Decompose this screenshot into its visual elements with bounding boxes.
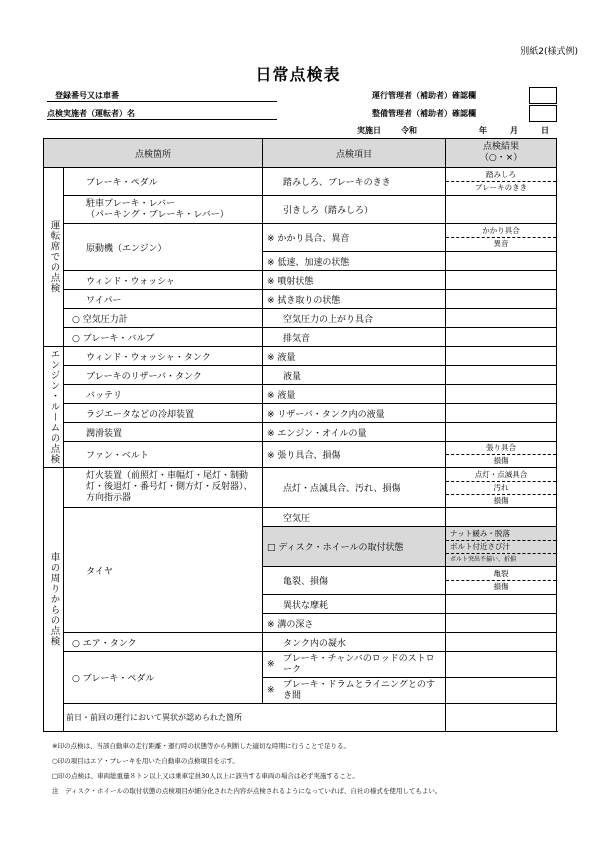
- result-sub: ナット緩み・脱落: [446, 528, 556, 541]
- result-cell[interactable]: [446, 168, 557, 196]
- result-sub: 異音: [493, 239, 509, 248]
- result-sub: ブレーキのきき: [474, 183, 528, 192]
- item-cell: 液量: [263, 366, 446, 385]
- location-cell: ワイパー: [64, 290, 263, 309]
- footnote: ○印の項目はエア・ブレーキを用いた自動車の点検項目を示す。: [52, 757, 239, 765]
- table-row: [44, 196, 557, 224]
- item-cell: 亀裂、損傷: [263, 567, 446, 595]
- table-row: [44, 385, 557, 404]
- column-location: 点検箇所: [44, 139, 263, 168]
- result-sub: 汚れ: [446, 482, 556, 495]
- maint-manager-label: 整備管理者（補助者）確認欄: [372, 109, 476, 118]
- result-cell[interactable]: [446, 595, 557, 614]
- location-cell: ○ ブレーキ・バルブ: [64, 328, 263, 347]
- result-cell[interactable]: [446, 404, 557, 423]
- ops-manager-check-box[interactable]: [529, 87, 557, 104]
- location-cell: ○ エア・タンク: [64, 633, 263, 652]
- item-cell: 空気圧力の上がり具合: [263, 309, 446, 328]
- footnote: □印の点検は、車両総重量８トン以上又は乗車定員30人以上に該当する車両の場合は必ず実施すること。: [52, 772, 359, 780]
- table-row: [44, 290, 557, 309]
- location-cell: バッテリ: [64, 385, 263, 404]
- location-cell: ブレーキのリザーバ・タンク: [64, 366, 263, 385]
- item-cell: ※ 拭き取りの状態: [263, 290, 446, 309]
- item-cell: □ ディスク・ホイールの取付状態: [263, 527, 446, 567]
- result-sub: 亀裂: [446, 568, 556, 581]
- result-cell[interactable]: [446, 385, 557, 404]
- result-cell[interactable]: [446, 252, 557, 271]
- location-cell: 潤滑装置: [64, 423, 263, 442]
- inspector-label: 点検実施者（運転者）名: [47, 108, 277, 120]
- table-row: [44, 347, 557, 366]
- footnote: 注 ディスク・ホイールの取付状態の点検項目が細分化された内容が点検されるようになっていれば、自社の様式を使用してもよい。: [52, 787, 442, 795]
- location-cell: ブレーキ・ペダル: [64, 168, 263, 196]
- item-cell: ※ 噴射状態: [263, 271, 446, 290]
- era-label: 令和: [401, 126, 417, 135]
- result-sub: かかり具合: [446, 225, 556, 238]
- section-driver: 運転席での点検: [44, 168, 64, 347]
- location-cell: ファン・ベルト: [64, 442, 263, 468]
- item-cell: ※ 溝の深さ: [263, 614, 446, 633]
- table-row: [44, 366, 557, 385]
- item-cell: 空気圧: [263, 508, 446, 527]
- location-cell: 駐車ブレーキ・レバー （パーキング・ブレーキ・レバー）: [64, 196, 263, 224]
- location-cell: タイヤ: [64, 508, 263, 633]
- footnotes: [52, 739, 441, 799]
- result-sub: ボルト付近さび汁: [446, 541, 556, 554]
- result-cell[interactable]: [446, 366, 557, 385]
- reg-number-label: 登録番号又は車番: [47, 90, 277, 102]
- result-sub: 張り具合: [446, 442, 556, 455]
- location-cell: ウィンド・ウォッシャ・タンク: [64, 347, 263, 366]
- table-row: [44, 704, 557, 732]
- location-cell: ウィンド・ウォッシャ: [64, 271, 263, 290]
- result-cell[interactable]: [446, 567, 557, 595]
- location-cell: 灯火装置（前照灯・車幅灯・尾灯・制動灯・後退灯・番号灯・側方灯・反射器）、方向指示器: [64, 468, 263, 508]
- location-cell: ○ 空気圧力計: [64, 309, 263, 328]
- location-cell: ○ ブレーキ・ペダル: [64, 652, 263, 704]
- item-cell: ※ 液量: [263, 385, 446, 404]
- table-row: [44, 224, 557, 252]
- month-label: 月: [510, 126, 518, 135]
- table-header-row: [44, 139, 557, 168]
- result-cell[interactable]: [446, 224, 557, 252]
- page-title: 日常点検表: [255, 65, 341, 84]
- table-row: [44, 468, 557, 508]
- item-cell: ※ かかり具合、異音: [263, 224, 446, 252]
- result-cell[interactable]: [446, 309, 557, 328]
- result-cell[interactable]: [446, 347, 557, 366]
- table-row: [44, 633, 557, 652]
- result-cell[interactable]: [446, 468, 557, 508]
- footnote: ※印の点検は、当該自動車の走行距離・運行時の状態等から判断した適切な時期に行うことで足りる。: [52, 742, 350, 750]
- previous-issues-label: 前日・前回の運行において異状が認められた箇所: [64, 704, 446, 732]
- maint-manager-check-box[interactable]: [529, 105, 557, 122]
- date-label: 実施日: [357, 126, 381, 135]
- day-label: 日: [541, 126, 549, 135]
- table-row: [44, 404, 557, 423]
- item-cell: ※ 低速、加速の状態: [263, 252, 446, 271]
- result-sub: 損傷: [493, 582, 509, 591]
- section-engine: エンジン・ルームの点検: [44, 347, 64, 468]
- result-cell[interactable]: [446, 196, 557, 224]
- item-cell: 排気音: [263, 328, 446, 347]
- year-label: 年: [479, 126, 487, 135]
- result-cell[interactable]: [446, 614, 557, 633]
- section-around: 車の周りからの点検: [44, 468, 64, 732]
- table-row: [44, 442, 557, 468]
- result-sub: ボルト突出不揃い、折損: [450, 555, 517, 563]
- result-cell[interactable]: [446, 527, 557, 567]
- result-cell[interactable]: [446, 652, 557, 678]
- column-result: 点検結果 （○・×）: [446, 139, 557, 168]
- result-cell[interactable]: [446, 442, 557, 468]
- item-cell: ※ 液量: [263, 347, 446, 366]
- item-cell: 踏みしろ、ブレーキのきき: [263, 168, 446, 196]
- item-cell: ※ エンジン・オイルの量: [263, 423, 446, 442]
- item-cell: 引きしろ（踏みしろ）: [263, 196, 446, 224]
- note-mark: ※: [267, 659, 275, 669]
- result-cell[interactable]: [446, 508, 557, 527]
- result-cell[interactable]: [446, 423, 557, 442]
- result-cell[interactable]: [446, 328, 557, 347]
- column-item: 点検項目: [263, 139, 446, 168]
- ops-manager-label: 運行管理者（補助者）確認欄: [372, 91, 476, 100]
- result-cell[interactable]: [446, 633, 557, 652]
- note-mark: ※: [267, 685, 275, 695]
- inspection-table: [43, 138, 557, 732]
- item-cell: 点灯・点滅具合、汚れ、損傷: [263, 468, 446, 508]
- result-cell[interactable]: [446, 271, 557, 290]
- result-sub: 損傷: [493, 495, 509, 505]
- document-label: 別紙2(様式例): [520, 47, 578, 57]
- item-cell: ※ ブレーキ・チャンバのロッドのストローク: [263, 652, 446, 678]
- previous-issues-field[interactable]: [446, 704, 557, 732]
- item-cell: ※ リザーバ・タンク内の液量: [263, 404, 446, 423]
- table-row: [44, 309, 557, 328]
- table-row: [44, 508, 557, 527]
- table-row: [44, 168, 557, 196]
- item-cell: ※ ブレーキ・ドラムとライニングとのすき間: [263, 678, 446, 704]
- table-row: [44, 328, 557, 347]
- item-cell: ※ 張り具合、損傷: [263, 442, 446, 468]
- table-row: [44, 652, 557, 678]
- table-row: [44, 271, 557, 290]
- result-cell[interactable]: [446, 678, 557, 704]
- result-sub: 損傷: [493, 456, 509, 465]
- item-cell: 異状な摩耗: [263, 595, 446, 614]
- result-cell[interactable]: [446, 290, 557, 309]
- table-row: [44, 423, 557, 442]
- item-cell: タンク内の凝水: [263, 633, 446, 652]
- location-cell: 原動機（エンジン）: [64, 224, 263, 271]
- location-cell: ラジエータなどの冷却装置: [64, 404, 263, 423]
- result-sub: 踏みしろ: [446, 169, 556, 182]
- result-sub: 点灯・点滅具合: [446, 469, 556, 482]
